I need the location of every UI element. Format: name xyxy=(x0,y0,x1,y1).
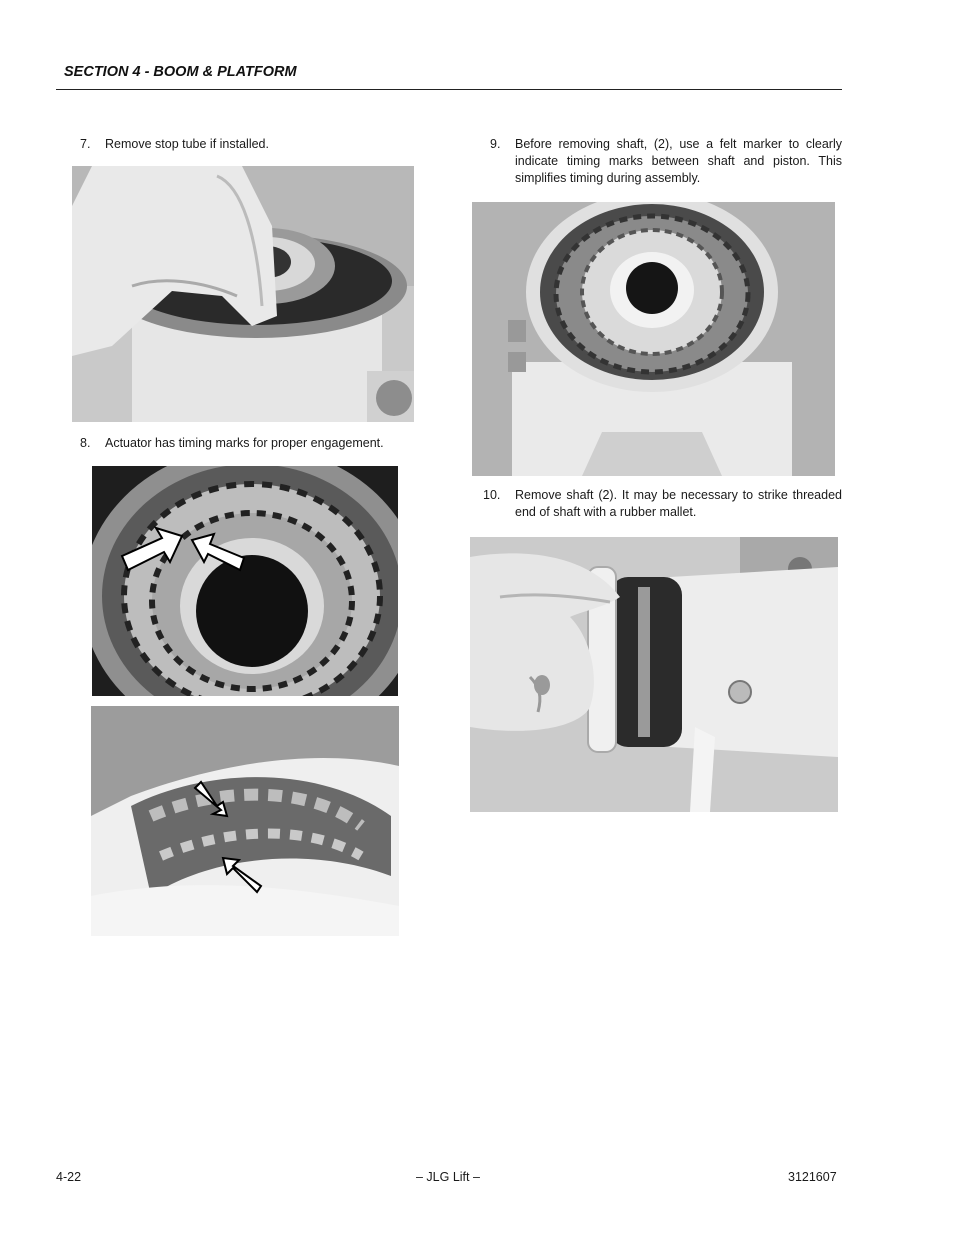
photo-shaft-piston-marks xyxy=(472,202,835,476)
section-title: SECTION 4 - BOOM & PLATFORM xyxy=(64,64,297,80)
step-text: Before removing shaft, (2), use a felt marker to clearly indicate timing marks between shaft and piston. This simplifies timing during assembly. xyxy=(515,137,842,185)
photo-timing-marks-top xyxy=(92,466,398,696)
step-10 xyxy=(483,487,842,523)
step-7 xyxy=(80,136,420,154)
photo-remove-stop-tube xyxy=(72,166,414,422)
step-number: 9. xyxy=(490,137,501,151)
footer-center-label: – JLG Lift – xyxy=(416,1170,480,1184)
step-text: Actuator has timing marks for proper engagement. xyxy=(105,436,384,450)
header-divider xyxy=(56,89,842,90)
photo-timing-marks-bottom xyxy=(91,706,399,936)
step-number: 8. xyxy=(80,436,91,450)
photo-remove-shaft xyxy=(470,537,838,812)
step-9 xyxy=(490,136,842,188)
document-number: 3121607 xyxy=(788,1170,837,1184)
step-text: Remove stop tube if installed. xyxy=(105,137,269,151)
step-8 xyxy=(80,435,420,453)
step-number: 7. xyxy=(80,137,91,151)
page-number: 4-22 xyxy=(56,1170,82,1184)
step-number: 10. xyxy=(483,488,501,502)
step-text: Remove shaft (2). It may be necessary to strike threaded end of shaft with a rubber mallet. xyxy=(515,488,842,519)
